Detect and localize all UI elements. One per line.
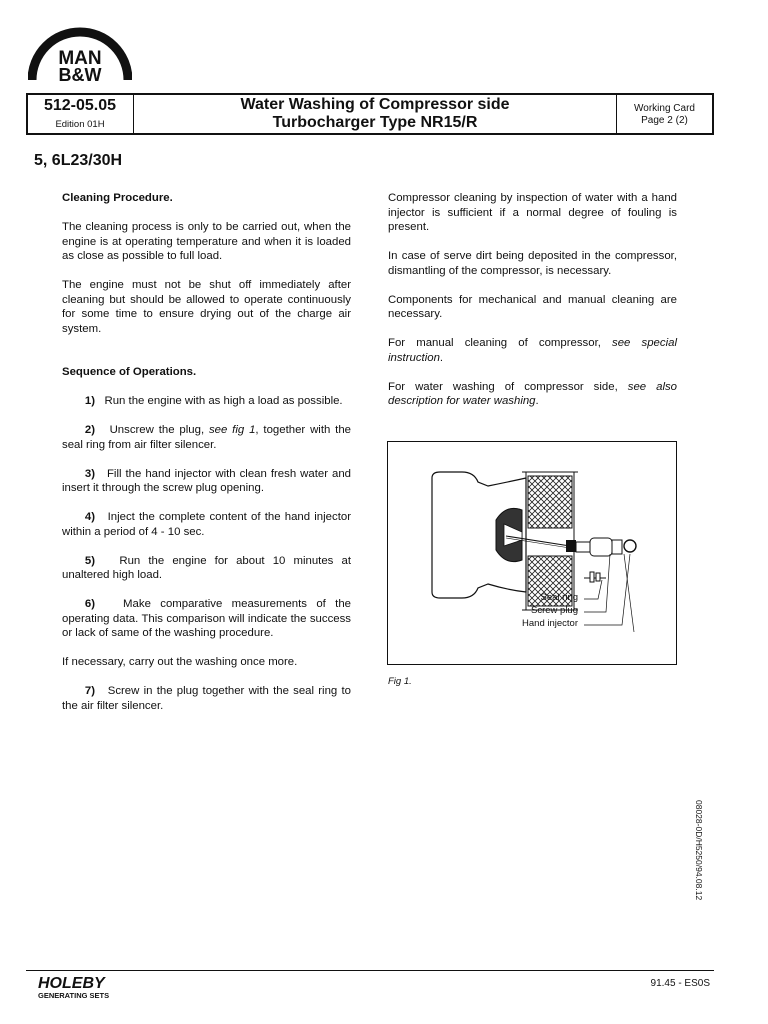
- paragraph: [388, 380, 677, 409]
- header-box: [26, 93, 714, 135]
- doc-title: [134, 96, 616, 132]
- footer-brand-sub: GENERATING SETS: [38, 991, 110, 1000]
- step-number: 6): [84, 598, 95, 610]
- step-text: Run the engine for about 10 minutes at unaltered high load.: [62, 554, 351, 581]
- step-text: Unscrew the plug,: [109, 424, 209, 436]
- figure-reference: see fig 1: [208, 424, 256, 436]
- step-number: 7): [84, 685, 95, 697]
- card-info: [616, 95, 712, 133]
- step: [62, 467, 351, 496]
- step-number: 5): [84, 554, 95, 567]
- footer-code: 91.45 - ES0S: [650, 978, 710, 989]
- edition: Edition 01H: [55, 119, 105, 130]
- paragraph: Components for mechanical and manual cleaning are necessary.: [388, 293, 677, 320]
- step: [62, 597, 351, 641]
- figure-caption: Fig 1.: [388, 676, 412, 687]
- step: [62, 423, 351, 452]
- leader-seal-ring: [584, 580, 602, 599]
- step-text: Screw in the plug together with the seal ring to the air filter silencer.: [62, 685, 351, 712]
- step-number: 3): [84, 467, 95, 480]
- step: [62, 554, 351, 583]
- card-type: Working Card: [634, 103, 695, 114]
- logo-line2: B&W: [58, 65, 102, 84]
- label-hand-injector: Hand injector: [522, 618, 578, 629]
- step-text: Make comparative measurements of the operating data. This comparison will indicate the success or lack of same of the washing procedure.: [62, 598, 351, 639]
- step-text: , together with the seal ring from air filter silencer.: [62, 424, 352, 451]
- paragraph: Compressor cleaning by inspection of water with a hand injector is sufficient if a normal degree of fouling is present.: [388, 192, 677, 233]
- title-line-2: Turbocharger Type NR15/R: [272, 114, 478, 131]
- reference: see also description for water washing: [388, 380, 678, 407]
- right-column: [388, 191, 677, 423]
- leader-screw-plug: [584, 554, 610, 612]
- doc-number: 512-05.05: [43, 97, 117, 114]
- reference: see special instruction: [388, 337, 677, 364]
- injector-barrel: [590, 538, 612, 556]
- label-screw-plug: Screw plug: [531, 605, 578, 616]
- turbocharger-drawing: [388, 442, 676, 664]
- page-number: Page 2 (2): [641, 115, 688, 126]
- leader-hand-injector: [584, 554, 630, 625]
- step: [62, 394, 351, 409]
- text-span: .: [535, 395, 539, 407]
- text-span: For manual cleaning of compressor,: [388, 337, 613, 349]
- paragraph: The cleaning process is only to be carried out, when the engine is at operating temperature and when it is loaded as close as possible to full load.: [62, 221, 351, 262]
- paragraph: In case of serve dirt being deposited in the compressor, dismantling of the compressor, is necessary.: [388, 250, 677, 277]
- left-column: [62, 191, 351, 728]
- step-text: Fill the hand injector with clean fresh water and insert it through the screw plug opening.: [62, 467, 351, 494]
- figure-box: [387, 441, 677, 665]
- screw-plug: [566, 540, 576, 552]
- text-span: For water washing of compressor side,: [388, 380, 628, 393]
- injector-body: [576, 542, 590, 552]
- step: [62, 510, 351, 539]
- injector-ring: [624, 540, 636, 552]
- paragraph: The engine must not be shut off immediately after cleaning but should be allowed to operate continuously for some time to ensure drying out of the charge air system.: [62, 279, 351, 335]
- sequence-heading: Sequence of Operations.: [62, 366, 197, 378]
- man-bw-logo: [28, 24, 132, 84]
- label-seal-ring: Seal ring: [540, 592, 578, 603]
- repeat-note: If necessary, carry out the washing once more.: [62, 656, 298, 668]
- text-span: .: [439, 351, 444, 364]
- logo-line1: MAN: [58, 48, 102, 69]
- step-number: 2): [84, 424, 95, 436]
- cleaning-heading: Cleaning Procedure.: [62, 192, 173, 204]
- step-text: Inject the complete content of the hand injector within a period of 4 - 10 sec.: [62, 511, 351, 538]
- footer-rule: [26, 970, 714, 971]
- engine-model: 5, 6L23/30H: [34, 152, 123, 169]
- footer-brand: HOLEBY: [38, 975, 105, 992]
- paragraph: [388, 336, 677, 365]
- holeby-logo: [38, 974, 120, 1000]
- title-line-1: Water Washing of Compressor side: [240, 96, 510, 113]
- step-number: 4): [84, 511, 95, 523]
- step-text: Run the engine with as high a load as possible.: [104, 395, 343, 407]
- doc-code-cell: [28, 95, 134, 133]
- step-number: 1): [84, 395, 95, 407]
- document-side-code: 08028-0D/H5250/94.08.12: [694, 800, 704, 901]
- filter-silencer-upper: [528, 476, 572, 528]
- step: [62, 684, 351, 713]
